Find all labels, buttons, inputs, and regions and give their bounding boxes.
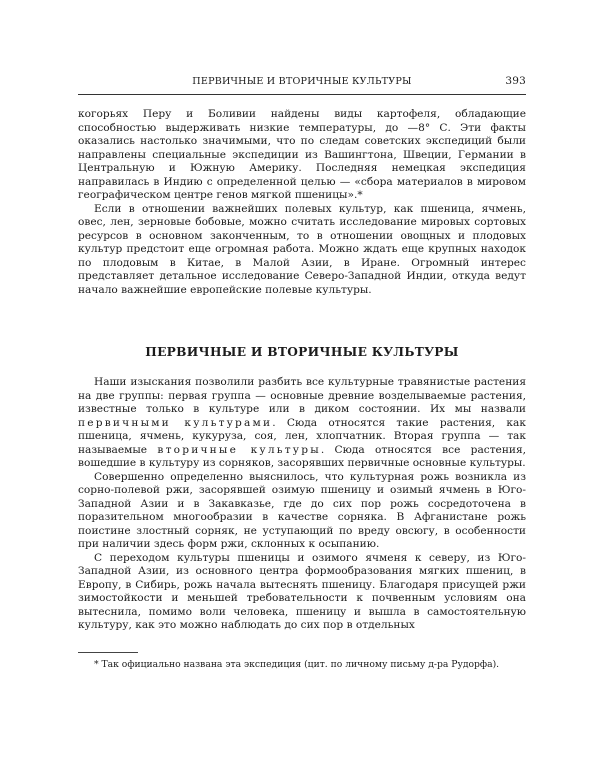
text-run: . Сюда относятся все растения, вошедшие в культуру из сорняков, засорявших первичные основные культуры. — [78, 443, 527, 469]
footnote: * Так официально названа эта экспедиция (цит. по личному письму д-ра Рудорфа). — [94, 659, 500, 670]
footnote-rule — [78, 652, 138, 653]
paragraph: Если в отношении важнейших полевых культур, как пшеница, ячмень, овес, лен, зерновые бобовые, можно считать исследование мировых сортовых ресурсов в основном законченным, то в отношении овощных и плодовых культур предстоит еще огромная работа. Можно ждать еще крупных находок по плодовым в Китае, в Малой Азии, в Иране. Огромный интерес представляет детальное исследование Северо-Западной Индии, откуда ведут начало важнейшие европейские полевые культуры. — [78, 202, 526, 296]
running-title: ПЕРВИЧНЫЕ И ВТОРИЧНЫЕ КУЛЬТУРЫ — [192, 76, 412, 87]
paragraph: Совершенно определенно выяснилось, что культурная рожь возникла из сорно-полевой ржи, засорявшей озимую пшеницу и озимый ячмень в Юго-Западной Азии и в Закавказье, где до сих пор рожь сосредоточена в поразительном многообразии в качестве сорняка. В Афганистане рожь поистине злостный сорняк, не уступающий по вреду овсюгу, в особенности при наличии здесь форм ржи, склонных к осыпанию. — [78, 470, 526, 550]
page-number: 393 — [505, 75, 526, 87]
header-rule — [78, 94, 526, 95]
term-primary-crops: первичными культурами — [78, 416, 273, 429]
text-run: Наши изыскания позволили разбить все культурные травянистые растения на две группы: первая группа — основные древние возделываемые растения, известные только в культуре или в диком состоянии. Их мы назвали — [78, 376, 526, 415]
text-run: . Сюда относятся такие растения, как пшеница, ячмень, кукуруза, соя, лен, хлопчатник. Вторая группа — так называемые — [78, 416, 526, 456]
paragraph: С переходом культуры пшеницы и озимого ячменя к северу, из Юго-Западной Азии, из основного центра формообразования мягких пшениц, в Европу, в Сибирь, рожь начала вытеснять пшеницу. Благодаря присущей ржи зимостойкости и меньшей требовательности к почвенным условиям она вытеснила, помимо воли человека, пшеницу и вышла в самостоятельную культуру, как это можно наблюдать до сих пор в отдельных — [78, 551, 526, 631]
term-secondary-crops: вторичные культуры — [157, 443, 321, 456]
section-heading: ПЕРВИЧНЫЕ И ВТОРИЧНЫЕ КУЛЬТУРЫ — [145, 345, 459, 359]
paragraph — [78, 376, 526, 471]
section-text — [78, 376, 526, 633]
paragraph-continued: когорьях Перу и Боливии найдены виды картофеля, обладающие способностью выдерживать низкие температуры, до —8° С. Эти факты оказались настолько значимыми, что по следам советских экспедиций были направлены специальные экспедиции из Вашингтона, Швеции, Германии в Центральную и Южную Америку. Последняя немецкая экспедиция направилась в Индию с определенной целью — «сбора материалов в мировом географическом центре генов мягкой пшеницы».* — [78, 108, 526, 201]
intro-text — [78, 108, 526, 297]
running-header — [78, 74, 526, 90]
